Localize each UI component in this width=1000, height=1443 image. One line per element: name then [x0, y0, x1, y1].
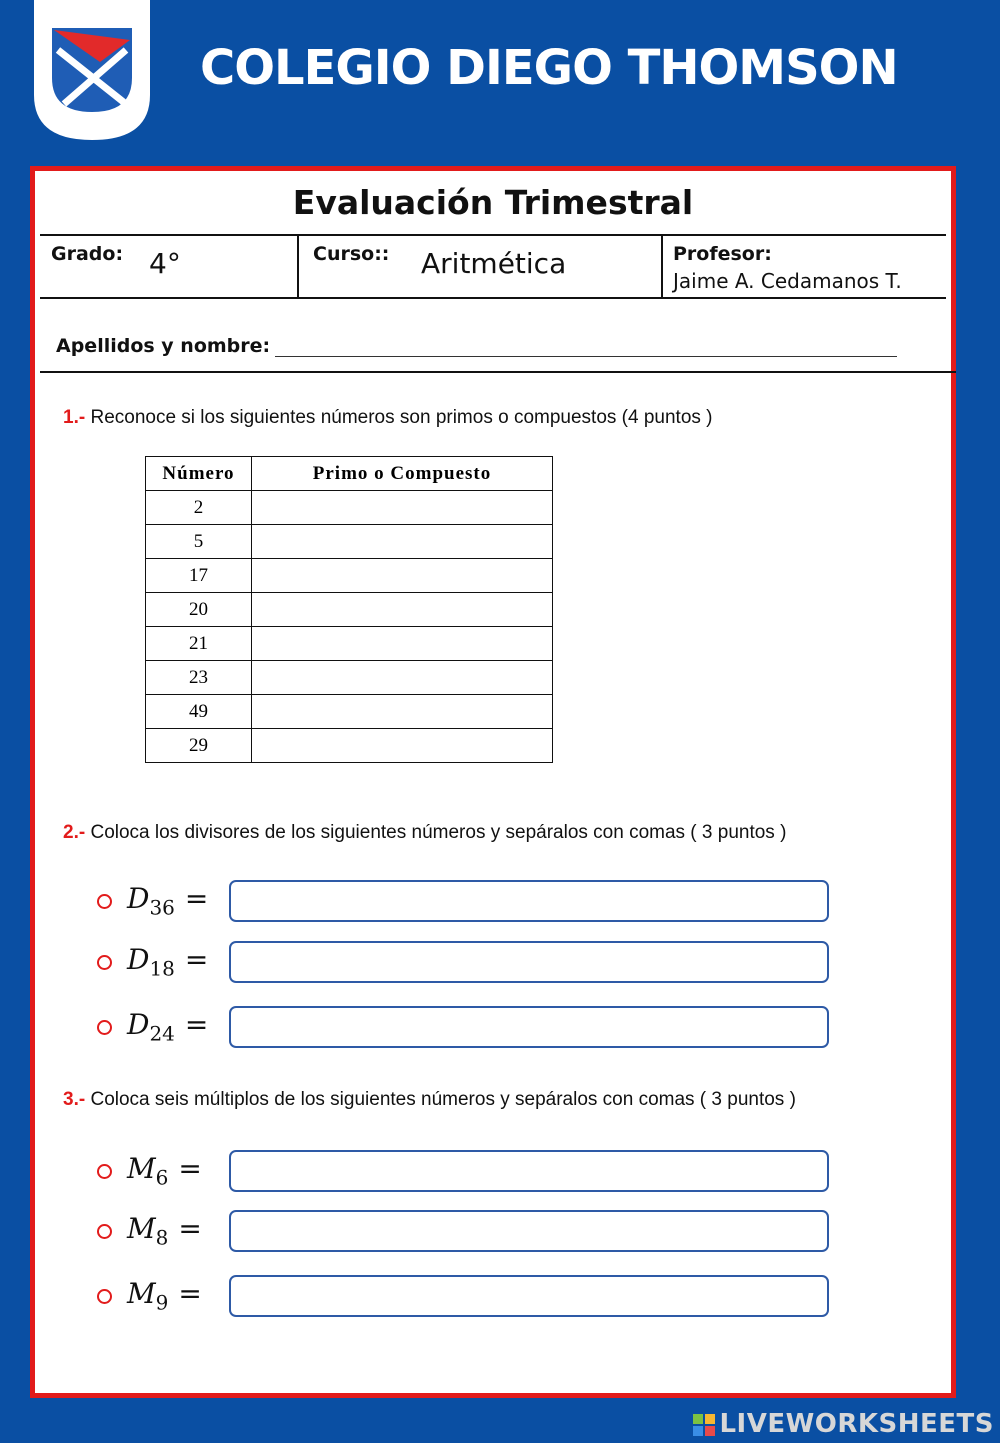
answer-cell[interactable]: [252, 491, 553, 525]
circle-bullet-icon: [97, 1289, 112, 1304]
number-cell: 49: [146, 695, 252, 729]
multiple-label: $M_8$ =: [127, 1212, 202, 1250]
school-name: COLEGIO DIEGO THOMSON: [200, 40, 898, 96]
divisors-answer-input[interactable]: [229, 1006, 829, 1048]
question-3: [63, 1089, 796, 1111]
column-header-prime-or-composite: Primo o Compuesto: [252, 457, 553, 491]
answer-cell[interactable]: [252, 627, 553, 661]
divisors-answer-input[interactable]: [229, 941, 829, 983]
school-crest-logo: [34, 0, 150, 140]
question-1: [63, 407, 713, 429]
multiples-answer-input[interactable]: [229, 1275, 829, 1317]
number-cell: 5: [146, 525, 252, 559]
divisor-label: $D_{24}$ =: [127, 1008, 209, 1046]
multiple-label: $M_9$ =: [127, 1277, 202, 1315]
table-header-row: [146, 457, 553, 491]
table-row: [146, 661, 553, 695]
student-name-label: Apellidos y nombre:: [56, 335, 271, 357]
number-cell: 17: [146, 559, 252, 593]
table-row: [146, 729, 553, 763]
watermark-text: LIVEWORKSHEETS: [719, 1409, 994, 1439]
table-row: [146, 525, 553, 559]
course-value: Aritmética: [421, 247, 567, 280]
grade-value: 4°: [149, 247, 181, 280]
exam-title: Evaluación Trimestral: [292, 183, 694, 222]
divisor-label: $D_{36}$ =: [127, 882, 209, 920]
circle-bullet-icon: [97, 1224, 112, 1239]
liveworksheets-watermark: [693, 1409, 994, 1439]
header-divider-top: [40, 234, 946, 236]
header-divider-v2: [661, 234, 663, 299]
question-3-number: 3.-: [63, 1089, 86, 1110]
circle-bullet-icon: [97, 955, 112, 970]
header-divider-bottom: [40, 297, 946, 299]
student-name-line[interactable]: [275, 356, 897, 357]
number-cell: 2: [146, 491, 252, 525]
teacher-name: Jaime A. Cedamanos T.: [673, 269, 902, 293]
teacher-label: Profesor:: [673, 243, 772, 265]
number-cell: 21: [146, 627, 252, 661]
question-3-text: Coloca seis múltiplos de los siguientes números y sepáralos con comas ( 3 puntos ): [85, 1089, 796, 1110]
course-label: Curso::: [313, 243, 390, 265]
question-2: [63, 822, 786, 844]
number-cell: 20: [146, 593, 252, 627]
circle-bullet-icon: [97, 1164, 112, 1179]
name-divider: [40, 371, 956, 373]
grade-label: Grado:: [51, 243, 124, 265]
answer-cell[interactable]: [252, 695, 553, 729]
answer-cell[interactable]: [252, 525, 553, 559]
question-2-text: Coloca los divisores de los siguientes números y sepáralos con comas ( 3 puntos ): [85, 822, 787, 843]
liveworksheets-logo-icon: [693, 1414, 715, 1436]
question-1-number: 1.-: [63, 407, 86, 428]
multiples-answer-input[interactable]: [229, 1210, 829, 1252]
answer-cell[interactable]: [252, 593, 553, 627]
circle-bullet-icon: [97, 1020, 112, 1035]
divisor-label: $D_{18}$ =: [127, 943, 209, 981]
column-header-number: Número: [146, 457, 252, 491]
divisors-answer-input[interactable]: [229, 880, 829, 922]
table-row: [146, 695, 553, 729]
question-2-number: 2.-: [63, 822, 86, 843]
table-row: [146, 593, 553, 627]
table-row: [146, 491, 553, 525]
prime-composite-table: [145, 456, 553, 763]
table-row: [146, 559, 553, 593]
number-cell: 23: [146, 661, 252, 695]
number-cell: 29: [146, 729, 252, 763]
answer-cell[interactable]: [252, 559, 553, 593]
header-divider-v1: [297, 234, 299, 299]
circle-bullet-icon: [97, 894, 112, 909]
answer-cell[interactable]: [252, 729, 553, 763]
question-1-text: Reconoce si los siguientes números son primos o compuestos (4 puntos ): [85, 407, 713, 428]
worksheet-frame: [30, 166, 956, 1398]
answer-cell[interactable]: [252, 661, 553, 695]
table-row: [146, 627, 553, 661]
multiples-answer-input[interactable]: [229, 1150, 829, 1192]
multiple-label: $M_6$ =: [127, 1152, 202, 1190]
